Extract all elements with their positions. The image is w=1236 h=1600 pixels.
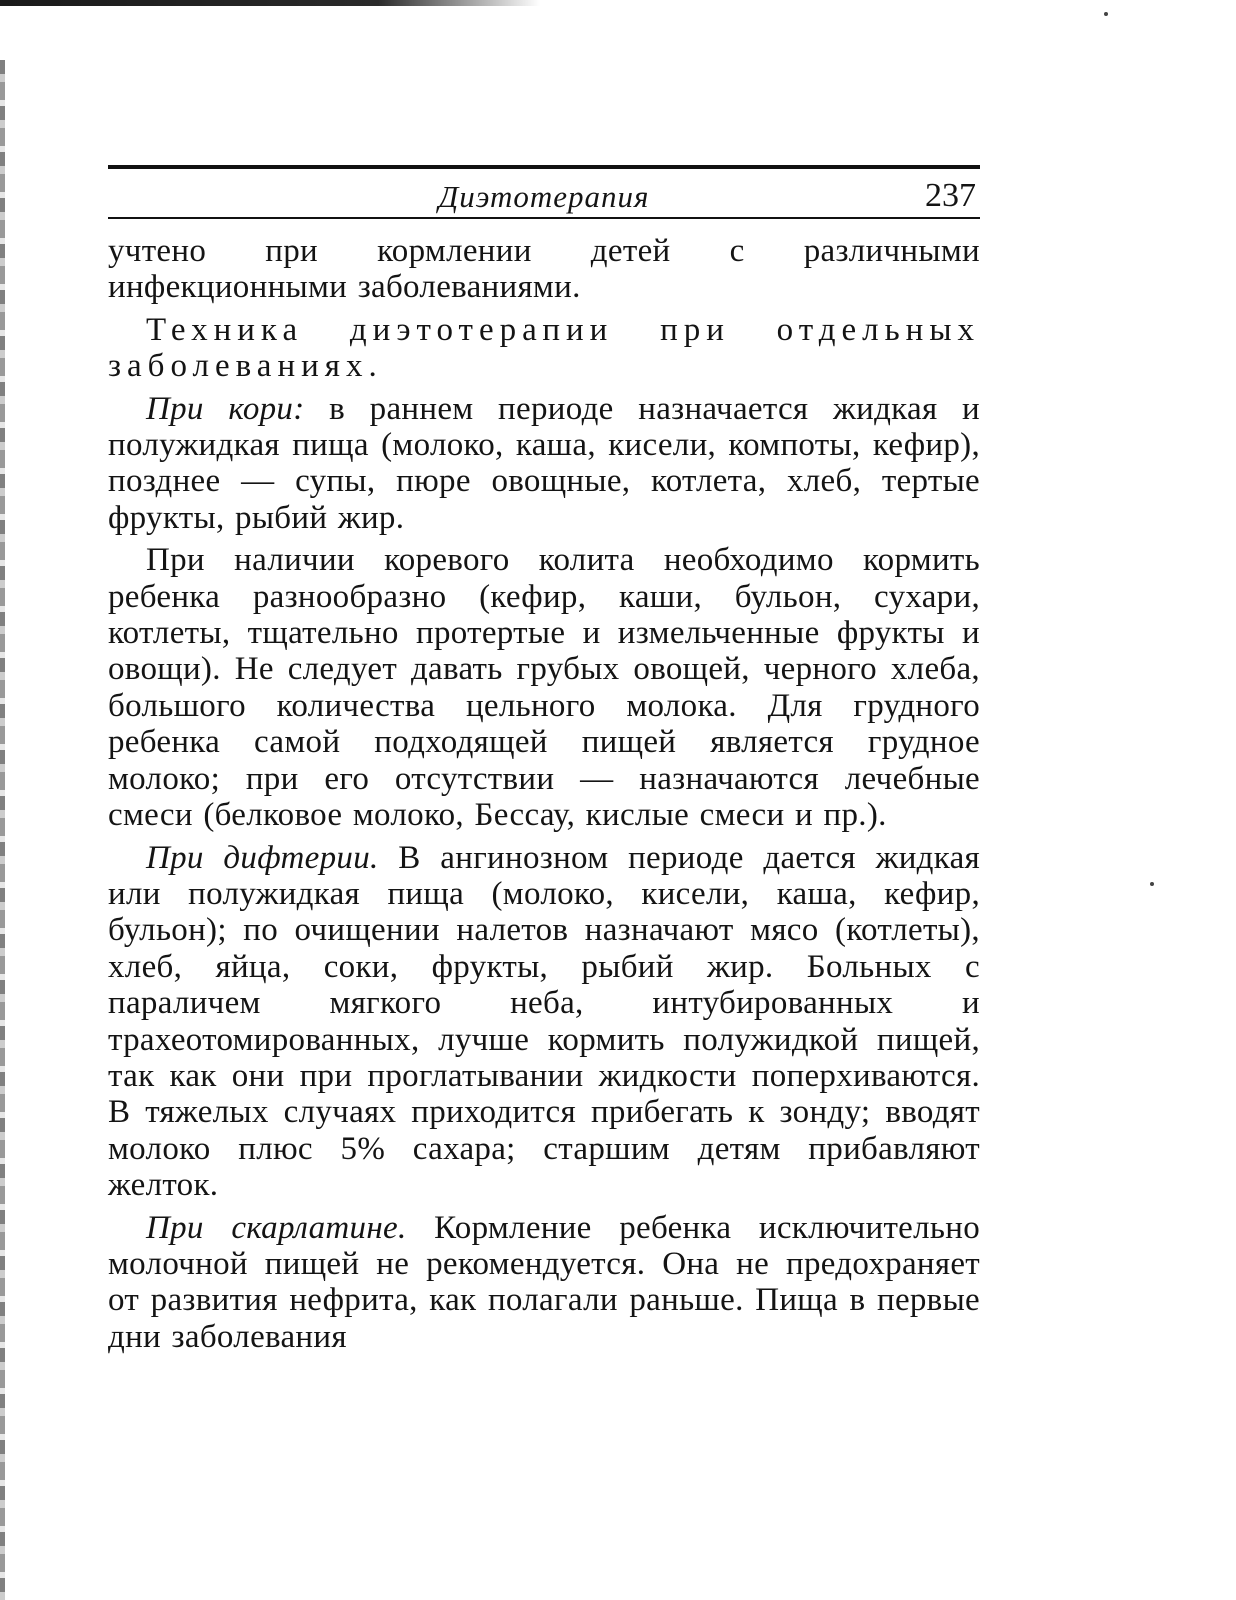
running-title: Диэтотерапия: [438, 179, 650, 214]
section-heading-text: Техника диэтотерапии при отдельных заболеваниях.: [108, 311, 980, 385]
paragraph-lead-in: При скарлатине.: [146, 1209, 407, 1246]
paragraph: [108, 233, 980, 306]
paragraph: [108, 542, 980, 833]
running-head: [108, 169, 980, 219]
scan-edge-top: [0, 0, 540, 6]
body-text: [108, 233, 980, 1355]
book-page: [108, 165, 980, 1361]
paragraph: [108, 840, 980, 1204]
paragraph-text: При наличии коревого колита необходимо кормить ребенка разнообразно (кефир, каши, бульон, сухари, котлеты, тщательно протертые и измельченные фрукты и овощи). Не следует давать грубых овощей, черного хлеба, большого количества цельного молока. Для грудного ребенка самой подходящей пищей является грудное молоко; при его отсутствии — назначаются лечебные смеси (белковое молоко, Бессау, кислые смеси и пр.).: [108, 542, 980, 834]
paragraph-lead-in: При кори:: [146, 390, 305, 427]
scan-speck: [1150, 882, 1154, 886]
paragraph: [108, 1210, 980, 1356]
paragraph-text: В ангинозном периоде дается жидкая или полужидкая пища (молоко, кисели, каша, кефир, бульон); по очищении налетов назначают мясо (котлеты), хлеб, яйца, соки, фрукты, рыбий жир. Больных с параличем мягкого неба, интубированных и трахеотомированных, лучше кормить полужидкой пищей, так как они при проглатывании жидкости поперхиваются. В тяжелых случаях приходится прибегать к зонду; вводят молоко плюс 5% сахара; старшим детям прибавляют желток.: [108, 839, 981, 1204]
paragraph-text: Кормление ребенка исключительно молочной пищей не рекомендуется. Она не предохраняет от развития нефрита, как полагали раньше. Пища в первые дни заболевания: [108, 1209, 980, 1355]
scan-speck: [1104, 12, 1108, 16]
paragraph: [108, 391, 980, 537]
paragraph-lead-in: При дифтерии.: [146, 839, 379, 876]
page-number: 237: [925, 177, 976, 214]
paragraph-text: в раннем периоде назначается жидкая и полужидкая пища (молоко, каша, кисели, компоты, кефир), позднее — супы, пюре овощные, котлета, хлеб, тертые фрукты, рыбий жир.: [108, 390, 981, 536]
scan-edge-left: [0, 60, 5, 1600]
section-heading: [108, 312, 980, 385]
paragraph-text: учтено при кормлении детей с различными инфекционными заболеваниями.: [108, 233, 980, 306]
